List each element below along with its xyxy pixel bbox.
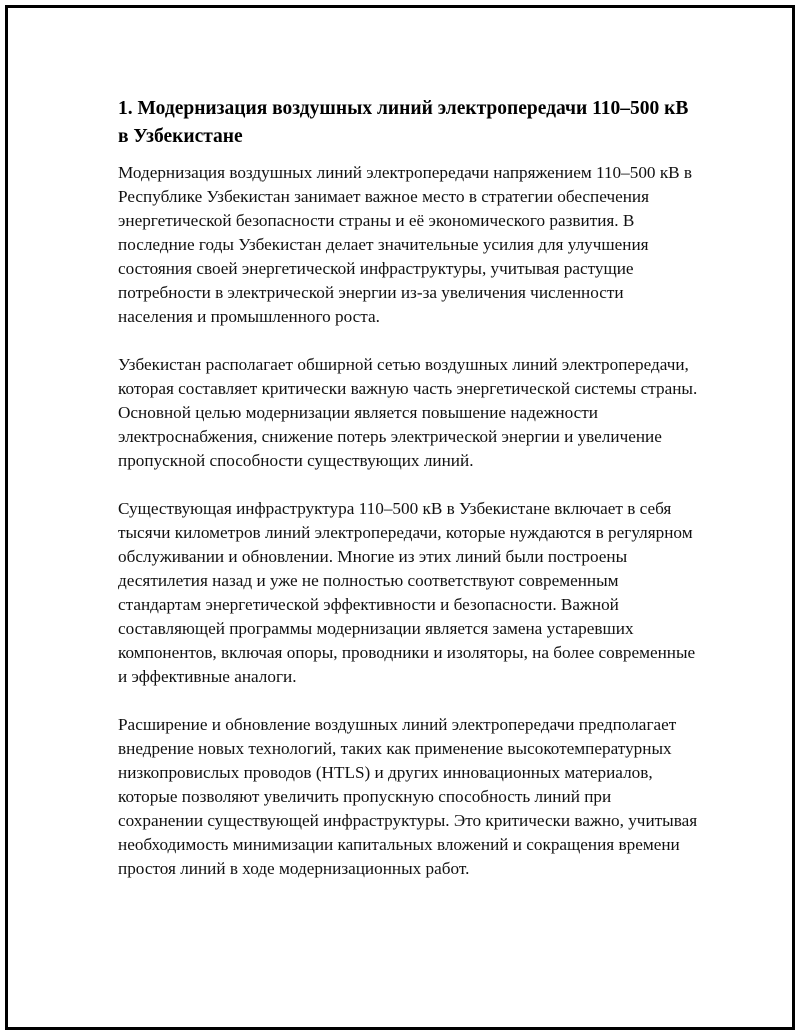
- paragraph-4: Расширение и обновление воздушных линий электропередачи предполагает внедрение новых технологий, таких как применение высокотемпературных низкопровислых проводов (HTLS) и других инновационных материалов, которые позволяют увеличить пропускную способность линий при сохранении существующей инфраструктуры. Это критически важно, учитывая необходимость минимизации капитальных вложений и сокращения времени простоя линий в ходе модернизационных работ.: [118, 715, 698, 878]
- section-heading: 1. Модернизация воздушных линий электропередачи 110–500 кВ в Узбекистане: [118, 98, 689, 147]
- document-body: [118, 95, 698, 905]
- paragraph-1: Модернизация воздушных линий электропередачи напряжением 110–500 кВ в Республике Узбекистан занимает важное место в стратегии обеспечения энергетической безопасности страны и её экономического развития. В последние годы Узбекистан делает значительные усилия для улучшения состояния своей энергетической инфраструктуры, учитывая растущие потребности в электрической энергии из-за увеличения численности населения и промышленного роста.: [118, 163, 693, 326]
- paragraph-3: Существующая инфраструктура 110–500 кВ в Узбекистане включает в себя тысячи километров линий электропередачи, которые нуждаются в регулярном обслуживании и обновлении. Многие из этих линий были построены десятилетия назад и уже не полностью соответствуют современным стандартам энергетической эффективности и безопасности. Важной составляющей программы модернизации является замена устаревших компонентов, включая опоры, проводники и изоляторы, на более современные и эффективные аналоги.: [118, 499, 696, 686]
- paragraph-2: Узбекистан располагает обширной сетью воздушных линий электропередачи, которая составляет критически важную часть энергетической системы страны. Основной целью модернизации является повышение надежности электроснабжения, снижение потерь электрической энергии и увеличение пропускной способности существующих линий.: [118, 355, 698, 470]
- document-page: [5, 5, 795, 1030]
